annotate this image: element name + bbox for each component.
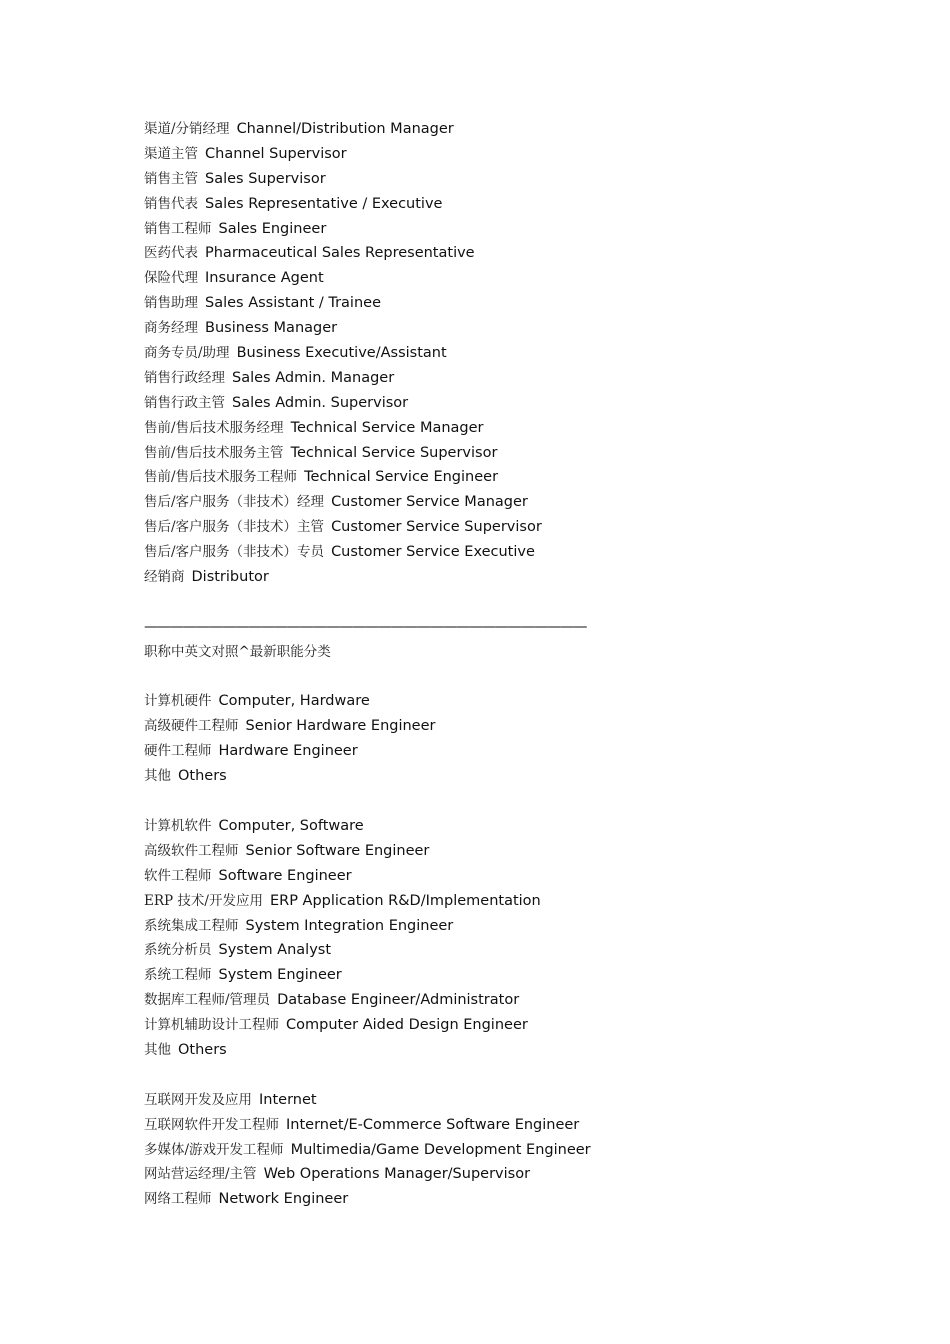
list-item <box>144 441 844 466</box>
chinese-title: 售后/客户服务（非技术）主管 <box>144 519 325 536</box>
english-title: Sales Supervisor <box>205 170 326 187</box>
list-item <box>144 889 844 914</box>
chinese-title: 销售主管 <box>144 170 198 187</box>
list-item <box>144 739 844 764</box>
list-item <box>144 988 844 1013</box>
english-title: Computer, Hardware <box>218 693 370 710</box>
chinese-title: 售后/客户服务（非技术）经理 <box>144 494 325 511</box>
list-item <box>144 1038 844 1063</box>
english-title: Insurance Agent <box>205 270 324 287</box>
sales-titles-list <box>144 117 844 590</box>
chinese-title: ERP 技术/开发应用 <box>144 892 263 909</box>
english-title: Channel Supervisor <box>205 145 347 162</box>
chinese-title: 高级硬件工程师 <box>144 718 239 735</box>
english-title: Software Engineer <box>218 867 352 884</box>
list-item <box>144 291 844 316</box>
chinese-title: 商务专员/助理 <box>144 345 230 362</box>
english-title: Sales Admin. Supervisor <box>232 394 409 411</box>
spacer <box>144 665 844 690</box>
list-item <box>144 217 844 242</box>
english-title: Pharmaceutical Sales Representative <box>205 245 475 262</box>
chinese-title: 计算机辅助设计工程师 <box>144 1017 279 1034</box>
hardware-list <box>144 689 844 789</box>
english-title: Sales Admin. Manager <box>232 369 395 386</box>
english-title: Sales Representative / Executive <box>205 195 443 212</box>
list-item <box>144 714 844 739</box>
english-title: ERP Application R&D/Implementation <box>269 892 541 909</box>
english-title: Sales Assistant / Trainee <box>205 295 381 312</box>
english-title: Network Engineer <box>218 1191 349 1208</box>
english-title: Channel/Distribution Manager <box>236 121 454 137</box>
english-title: Technical Service Supervisor <box>290 444 498 461</box>
english-title: Internet <box>259 1091 317 1108</box>
english-title: Database Engineer/Administrator <box>277 992 520 1009</box>
english-title: Internet/E-Commerce Software Engineer <box>286 1116 580 1133</box>
english-title: System Engineer <box>218 967 342 984</box>
english-title: Business Executive/Assistant <box>236 345 447 362</box>
chinese-title: 渠道/分销经理 <box>144 121 230 137</box>
spacer <box>144 789 844 814</box>
chinese-title: 系统分析员 <box>144 942 212 959</box>
english-title: Technical Service Manager <box>290 419 484 436</box>
english-title: Web Operations Manager/Supervisor <box>263 1166 531 1183</box>
list-item <box>144 689 844 714</box>
section-heading: 职称中英文对照^最新职能分类 <box>144 643 331 660</box>
chinese-title: 商务经理 <box>144 320 198 337</box>
english-title: Customer Service Manager <box>331 494 528 511</box>
english-title: Technical Service Engineer <box>304 469 499 486</box>
chinese-title: 网络工程师 <box>144 1191 212 1208</box>
software-list <box>144 814 844 1063</box>
chinese-title: 销售行政主管 <box>144 394 225 411</box>
list-item <box>144 391 844 416</box>
chinese-title: 计算机软件 <box>144 817 212 834</box>
chinese-title: 医药代表 <box>144 245 198 262</box>
chinese-title: 销售工程师 <box>144 220 212 237</box>
chinese-title: 其他 <box>144 768 171 785</box>
list-item <box>144 839 844 864</box>
chinese-title: 其他 <box>144 1041 171 1058</box>
chinese-title: 渠道主管 <box>144 145 198 162</box>
chinese-title: 保险代理 <box>144 270 198 287</box>
chinese-title: 硬件工程师 <box>144 743 212 760</box>
list-item <box>144 1187 844 1212</box>
list-item <box>144 963 844 988</box>
list-item <box>144 1088 844 1113</box>
english-title: Senior Software Engineer <box>245 842 430 859</box>
list-item <box>144 167 844 192</box>
list-item <box>144 764 844 789</box>
list-item <box>144 515 844 540</box>
list-item <box>144 565 844 590</box>
english-title: Others <box>178 1041 227 1058</box>
list-item <box>144 341 844 366</box>
english-title: Customer Service Executive <box>331 544 535 561</box>
chinese-title: 网站营运经理/主管 <box>144 1166 257 1183</box>
english-title: Hardware Engineer <box>218 743 358 760</box>
english-title: Distributor <box>191 569 269 586</box>
chinese-title: 销售助理 <box>144 295 198 312</box>
list-item <box>144 416 844 441</box>
chinese-title: 销售行政经理 <box>144 369 225 386</box>
list-item <box>144 1138 844 1163</box>
list-item <box>144 938 844 963</box>
document-page <box>144 117 844 1212</box>
chinese-title: 售前/售后技术服务经理 <box>144 419 284 436</box>
english-title: Senior Hardware Engineer <box>245 718 436 735</box>
list-item <box>144 864 844 889</box>
chinese-title: 售前/售后技术服务主管 <box>144 444 284 461</box>
chinese-title: 售前/售后技术服务工程师 <box>144 469 298 486</box>
chinese-title: 计算机硬件 <box>144 693 212 710</box>
list-item <box>144 117 844 142</box>
section-divider: —————————————————————————————————— <box>144 618 586 635</box>
list-item <box>144 465 844 490</box>
chinese-title: 软件工程师 <box>144 867 212 884</box>
english-title: Computer, Software <box>218 817 364 834</box>
chinese-title: 售后/客户服务（非技术）专员 <box>144 544 325 561</box>
list-item <box>144 490 844 515</box>
chinese-title: 多媒体/游戏开发工程师 <box>144 1141 284 1158</box>
english-title: System Analyst <box>218 942 332 959</box>
chinese-title: 互联网开发及应用 <box>144 1091 252 1108</box>
chinese-title: 高级软件工程师 <box>144 842 239 859</box>
list-item <box>144 540 844 565</box>
spacer <box>144 1063 844 1088</box>
english-title: Others <box>178 768 227 785</box>
list-item <box>144 192 844 217</box>
english-title: Sales Engineer <box>218 220 327 237</box>
list-item <box>144 316 844 341</box>
chinese-title: 数据库工程师/管理员 <box>144 992 271 1009</box>
list-item <box>144 1013 844 1038</box>
internet-list <box>144 1088 844 1212</box>
spacer <box>144 590 844 615</box>
english-title: Multimedia/Game Development Engineer <box>290 1141 591 1158</box>
chinese-title: 系统集成工程师 <box>144 917 239 934</box>
chinese-title: 系统工程师 <box>144 967 212 984</box>
chinese-title: 销售代表 <box>144 195 198 212</box>
english-title: System Integration Engineer <box>245 917 454 934</box>
english-title: Computer Aided Design Engineer <box>286 1017 528 1034</box>
list-item <box>144 142 844 167</box>
list-item <box>144 1162 844 1187</box>
chinese-title: 经销商 <box>144 569 185 586</box>
list-item <box>144 1113 844 1138</box>
list-item <box>144 914 844 939</box>
list-item <box>144 266 844 291</box>
english-title: Business Manager <box>205 320 338 337</box>
chinese-title: 互联网软件开发工程师 <box>144 1116 279 1133</box>
english-title: Customer Service Supervisor <box>331 519 542 536</box>
list-item <box>144 366 844 391</box>
list-item <box>144 241 844 266</box>
list-item <box>144 814 844 839</box>
